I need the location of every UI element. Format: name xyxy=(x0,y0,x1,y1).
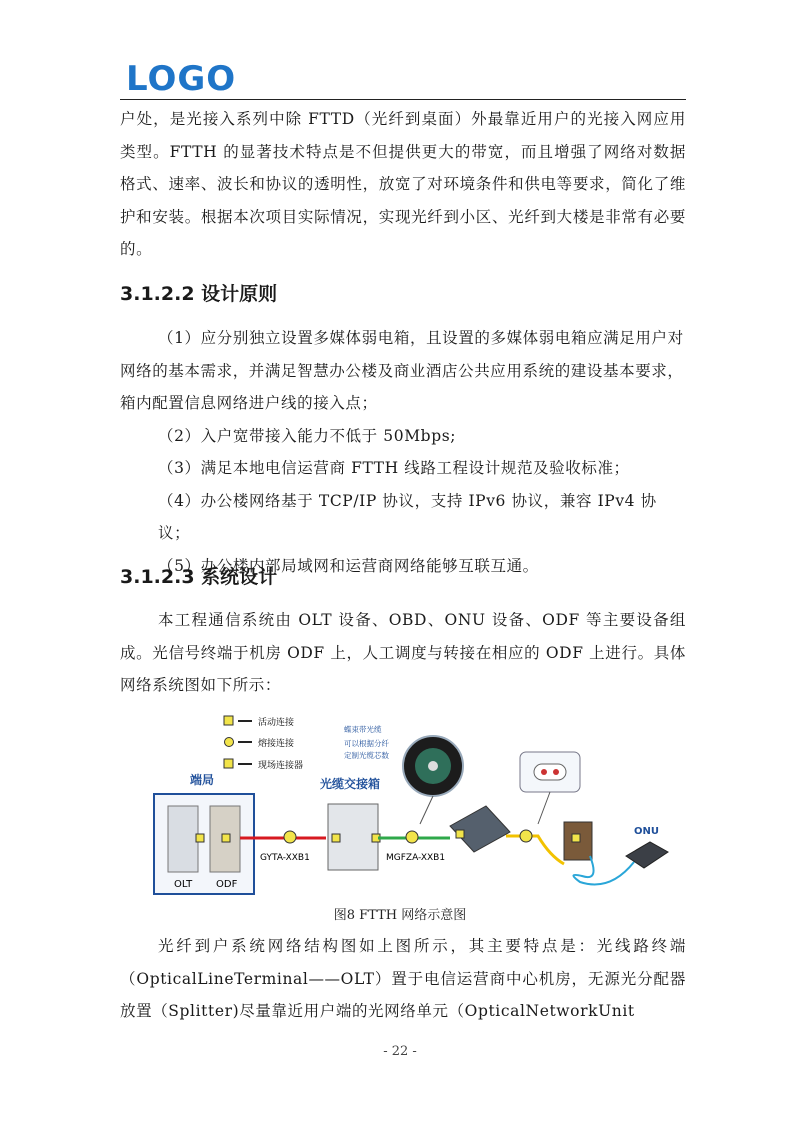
system-paragraph: 本工程通信系统由 OLT 设备、OBD、ONU 设备、ODF 等主要设备组成。光信号终端于机房 ODF 上，人工调度与转接在相应的 ODF 上进行。具体网络系统图如下所示： xyxy=(120,611,686,694)
figure-caption: 图8 FTTH 网络示意图 xyxy=(333,908,467,923)
page-number: - 22 - xyxy=(383,1044,417,1059)
section-heading-principles: 3.1.2.2 设计原则 xyxy=(120,283,278,305)
central-office-label: 端局 xyxy=(190,773,215,787)
intro-paragraph: 户处，是光接入系列中除 FTTD（光纤到桌面）外最靠近用户的光接入网应用类型。FTTH 的显著技术特点是不但提供更大的带宽，而且增强了网络对数据格式、速率、波长和协议的透明性，放宽了对环境条件和供电等要求，简化了维护和安装。根据本次项目实际情况，实现光纤到小区、光纤到大楼是非常有必要的。 xyxy=(120,110,686,258)
principle-item: （5）办公楼内部局域网和运营商网络能够互联互通。 xyxy=(158,556,539,575)
diagram-legend xyxy=(224,716,303,771)
active-connector-icon xyxy=(222,834,230,842)
cable-callout-line: 定制光缆芯数 xyxy=(344,751,389,760)
logo: LOGO xyxy=(126,59,237,99)
closing-paragraph: 光纤到户系统网络结构图如上图所示，其主要特点是：光线路终端（OpticalLineTerminal——OLT）置于电信运营商中心机房，无源光分配器放置（Splitter)尽量靠近用户端的光网络单元（OpticalNetworkUnit xyxy=(120,937,686,1020)
active-connector-icon xyxy=(572,834,580,842)
principles-list xyxy=(120,322,686,582)
splice-icon xyxy=(520,830,532,842)
legend-label: 活动连接 xyxy=(258,718,295,728)
principle-item: （2）入户宽带接入能力不低于 50Mbps; xyxy=(158,426,457,445)
header-rule xyxy=(120,99,686,100)
olt-label: OLT xyxy=(174,879,193,890)
principle-item: （1）应分别独立设置多媒体弱电箱，且设置的多媒体弱电箱应满足用户对网络的基本需求，并满足智慧办公楼及商业酒店公共应用系统的建设基本要求，箱内配置信息网络进户线的接入点； xyxy=(120,329,684,412)
active-connector-icon xyxy=(456,830,464,838)
principle-item: （4）办公楼网络基于 TCP/IP 协议，支持 IPv6 协议，兼容 IPv4 协议； xyxy=(158,491,657,542)
active-connector-icon xyxy=(196,834,204,842)
section-heading-system: 3.1.2.3 系统设计 xyxy=(120,566,278,588)
drop-cable xyxy=(506,836,564,864)
splitter-box xyxy=(450,806,510,852)
cable-callout-line: 可以根据分纤 xyxy=(344,739,389,748)
principle-item: （3）满足本地电信运营商 FTTH 线路工程设计规范及验收标准； xyxy=(158,459,630,477)
cable-callout-line: 蝶束带光缆 xyxy=(344,725,382,734)
onu-label: ONU xyxy=(634,826,659,837)
cabinet-label: 光缆交接箱 xyxy=(320,777,381,791)
splice-icon xyxy=(284,831,296,843)
splice-icon xyxy=(406,831,418,843)
legend-label: 现场连接器 xyxy=(258,761,304,771)
cable2-label: MGFZA-XXB1 xyxy=(386,853,446,863)
olt-rack xyxy=(168,806,198,872)
cable1-label: GYTA-XXB1 xyxy=(260,853,310,863)
legend-label: 熔接连接 xyxy=(258,739,295,749)
active-connector-icon xyxy=(332,834,340,842)
ftth-network-diagram xyxy=(150,706,670,902)
odf-label: ODF xyxy=(216,879,238,890)
